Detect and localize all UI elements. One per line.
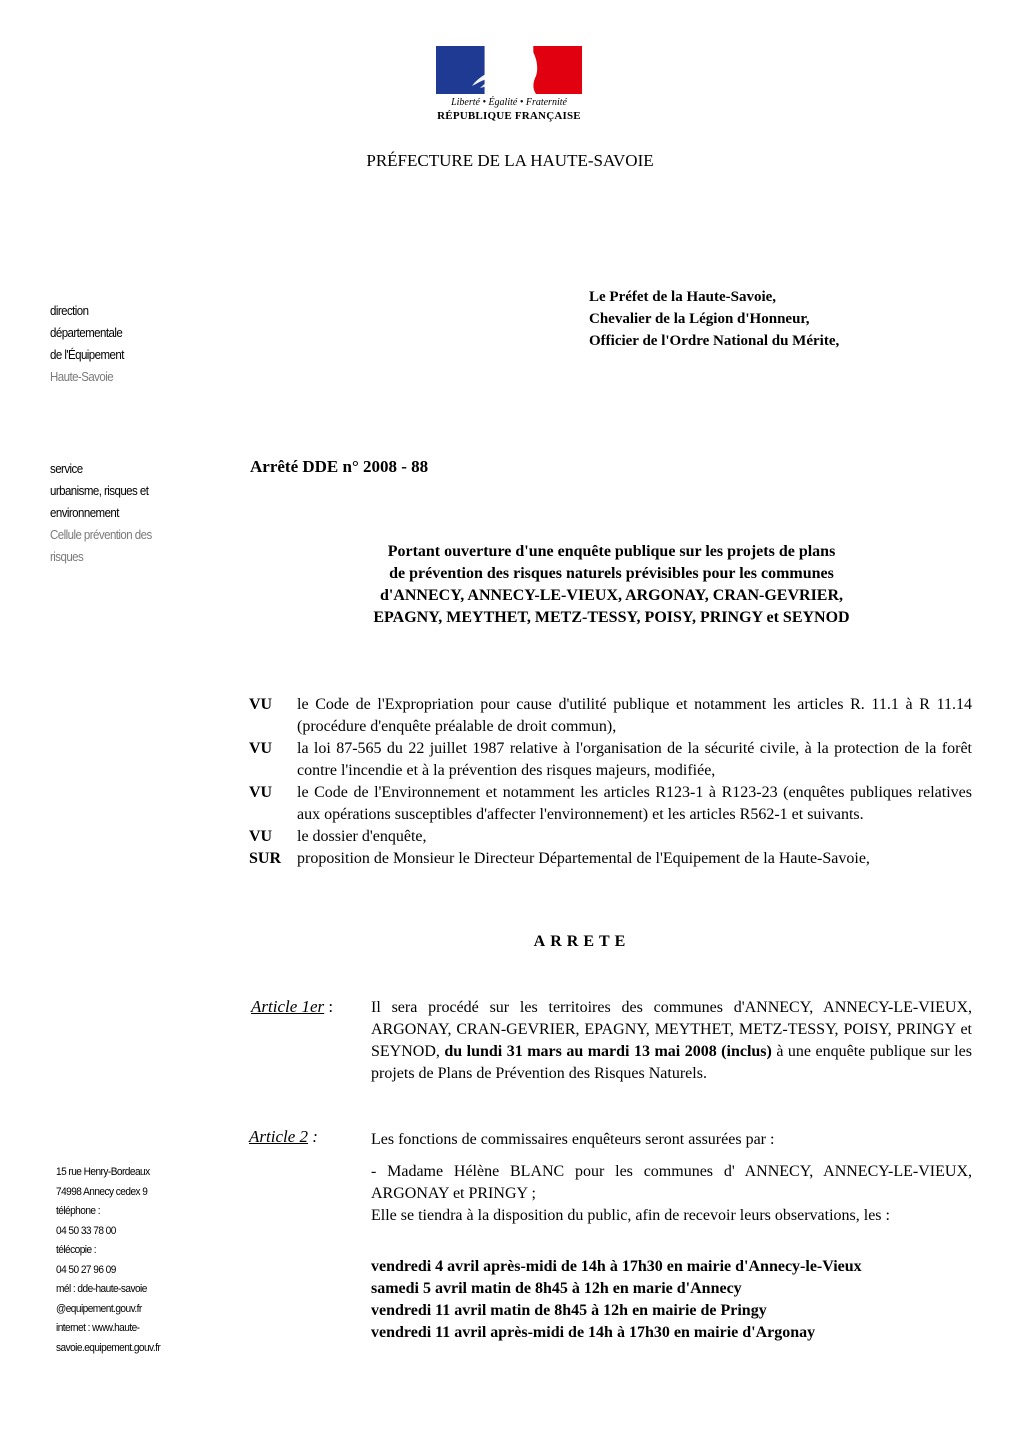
- visa-text: proposition de Monsieur le Directeur Départemental de l'Equipement de la Haute-Savoie,: [297, 850, 870, 867]
- department-line: de l'Équipement: [50, 348, 124, 362]
- visa-key: VU: [249, 740, 273, 757]
- article1-text: [371, 997, 972, 1085]
- article1-label-text: Article 1er: [251, 997, 325, 1016]
- article2-label-text: Article 2: [249, 1127, 309, 1146]
- visa-text: le Code de l'Environnement et notamment les articles R123-1 à R123-23 (enquêtes publiques relatives aux opérations susceptibles d'affecter l'environnement) et les articles R562-1 et suivants.: [297, 784, 972, 823]
- article1-text-end: à une enquête publique sur les projets de Plans de Prévention des Risques Naturels.: [371, 1043, 973, 1082]
- subject-line: Portant ouverture d'une enquête publique sur les projets de plans: [387, 543, 836, 560]
- marianne-flag-icon: [436, 46, 582, 94]
- visa-item: [249, 694, 972, 738]
- address-line: 74998 Annecy cedex 9: [56, 1185, 148, 1198]
- republic-name: RÉPUBLIQUE FRANÇAISE: [437, 110, 581, 122]
- service-line: urbanisme, risques et: [50, 484, 149, 498]
- article1-label: [251, 997, 333, 1017]
- visa-key: VU: [249, 784, 273, 801]
- prefecture-heading: PRÉFECTURE DE LA HAUTE-SAVOIE: [366, 151, 654, 170]
- address-website: internet : www.haute-: [56, 1322, 140, 1334]
- department-line: départementale: [50, 326, 123, 340]
- prefet-line: Officier de l'Ordre National du Mérite,: [589, 333, 840, 349]
- address-email: mél : dde-haute-savoie: [56, 1283, 147, 1295]
- address-line: 15 rue Henry-Bordeaux: [56, 1166, 150, 1178]
- visa-item: [249, 738, 972, 782]
- visa-item: [249, 782, 972, 826]
- address-block: [56, 1163, 160, 1358]
- republique-logo: [436, 46, 584, 122]
- visa-text: le Code de l'Expropriation pour cause d'utilité publique et notamment les articles R. 11.1 à R 11.14 (procédure d'enquête préalable de droit commun),: [297, 696, 972, 735]
- article2-colon: :: [308, 1127, 318, 1146]
- service-cell: risques: [50, 550, 84, 564]
- department-line: direction: [50, 304, 89, 318]
- visa-item: [249, 826, 972, 848]
- arrete-title: ARRETE: [533, 933, 631, 950]
- address-line: télécopie :: [56, 1244, 97, 1256]
- subject-line: EPAGNY, MEYTHET, METZ-TESSY, POISY, PRINGY et SEYNOD: [373, 609, 850, 626]
- service-line: environnement: [50, 506, 119, 520]
- session-list: [371, 1256, 862, 1344]
- address-line: téléphone :: [56, 1205, 101, 1217]
- address-website: savoie.equipement.gouv.fr: [56, 1341, 161, 1354]
- address-fax: 04 50 27 96 09: [56, 1263, 116, 1276]
- prefet-block: [589, 286, 839, 352]
- visa-text: le dossier d'enquête,: [297, 828, 427, 845]
- article2-commissioner: - Madame Hélène BLANC pour les communes d' ANNECY, ANNECY-LE-VIEUX, ARGONAY et PRINGY ;: [371, 1163, 972, 1202]
- service-cell: Cellule prévention des: [50, 528, 152, 542]
- prefet-line: Chevalier de la Légion d'Honneur,: [589, 311, 810, 327]
- arrete-number: Arrêté DDE n° 2008 - 88: [250, 457, 429, 476]
- article1-dates: du lundi 31 mars au mardi 13 mai 2008 (inclus): [444, 1043, 772, 1060]
- visa-list: [249, 694, 972, 870]
- article1-text-plain: Il sera procédé sur les territoires des communes d'ANNECY, ANNECY-LE-VIEUX, ARGONAY, CRAN-GEVRIER, EPAGNY, MEYTHET, METZ-TESSY, POISY, PRINGY et SEYNOD,: [371, 999, 972, 1060]
- service-line: service: [50, 462, 83, 476]
- article2-label: [249, 1127, 318, 1147]
- department-region: Haute-Savoie: [50, 370, 114, 384]
- address-phone: 04 50 33 78 00: [56, 1224, 116, 1237]
- article2-availability: Elle se tiendra à la disposition du public, afin de recevoir leurs observations, les :: [371, 1207, 890, 1224]
- session-item: vendredi 11 avril matin de 8h45 à 12h en mairie de Pringy: [371, 1302, 767, 1319]
- prefet-line: Le Préfet de la Haute-Savoie,: [589, 289, 777, 305]
- article1-colon: :: [324, 997, 334, 1016]
- visa-key: VU: [249, 696, 273, 713]
- republic-motto: Liberté • Égalité • Fraternité: [451, 97, 567, 108]
- visa-item: [249, 848, 972, 870]
- session-item: vendredi 11 avril après-midi de 14h à 17h30 en mairie d'Argonay: [371, 1324, 816, 1341]
- department-block: [50, 300, 124, 388]
- visa-text: la loi 87-565 du 22 juillet 1987 relative à l'organisation de la sécurité civile, à la protection de la forêt contre l'incendie et à la prévention des risques majeurs, modifiée,: [297, 740, 972, 779]
- subject-line: de prévention des risques naturels prévisibles pour les communes: [389, 565, 834, 582]
- article2-intro: Les fonctions de commissaires enquêteurs seront assurées par :: [371, 1131, 775, 1148]
- session-item: vendredi 4 avril après-midi de 14h à 17h30 en mairie d'Annecy-le-Vieux: [371, 1258, 862, 1275]
- arrete-subject: [0, 541, 1020, 629]
- address-email: @equipement.gouv.fr: [56, 1302, 142, 1315]
- visa-key: SUR: [249, 850, 282, 867]
- subject-line: d'ANNECY, ANNECY-LE-VIEUX, ARGONAY, CRAN-GEVRIER,: [379, 587, 844, 604]
- session-item: samedi 5 avril matin de 8h45 à 12h en marie d'Annecy: [371, 1280, 742, 1297]
- visa-key: VU: [249, 828, 273, 845]
